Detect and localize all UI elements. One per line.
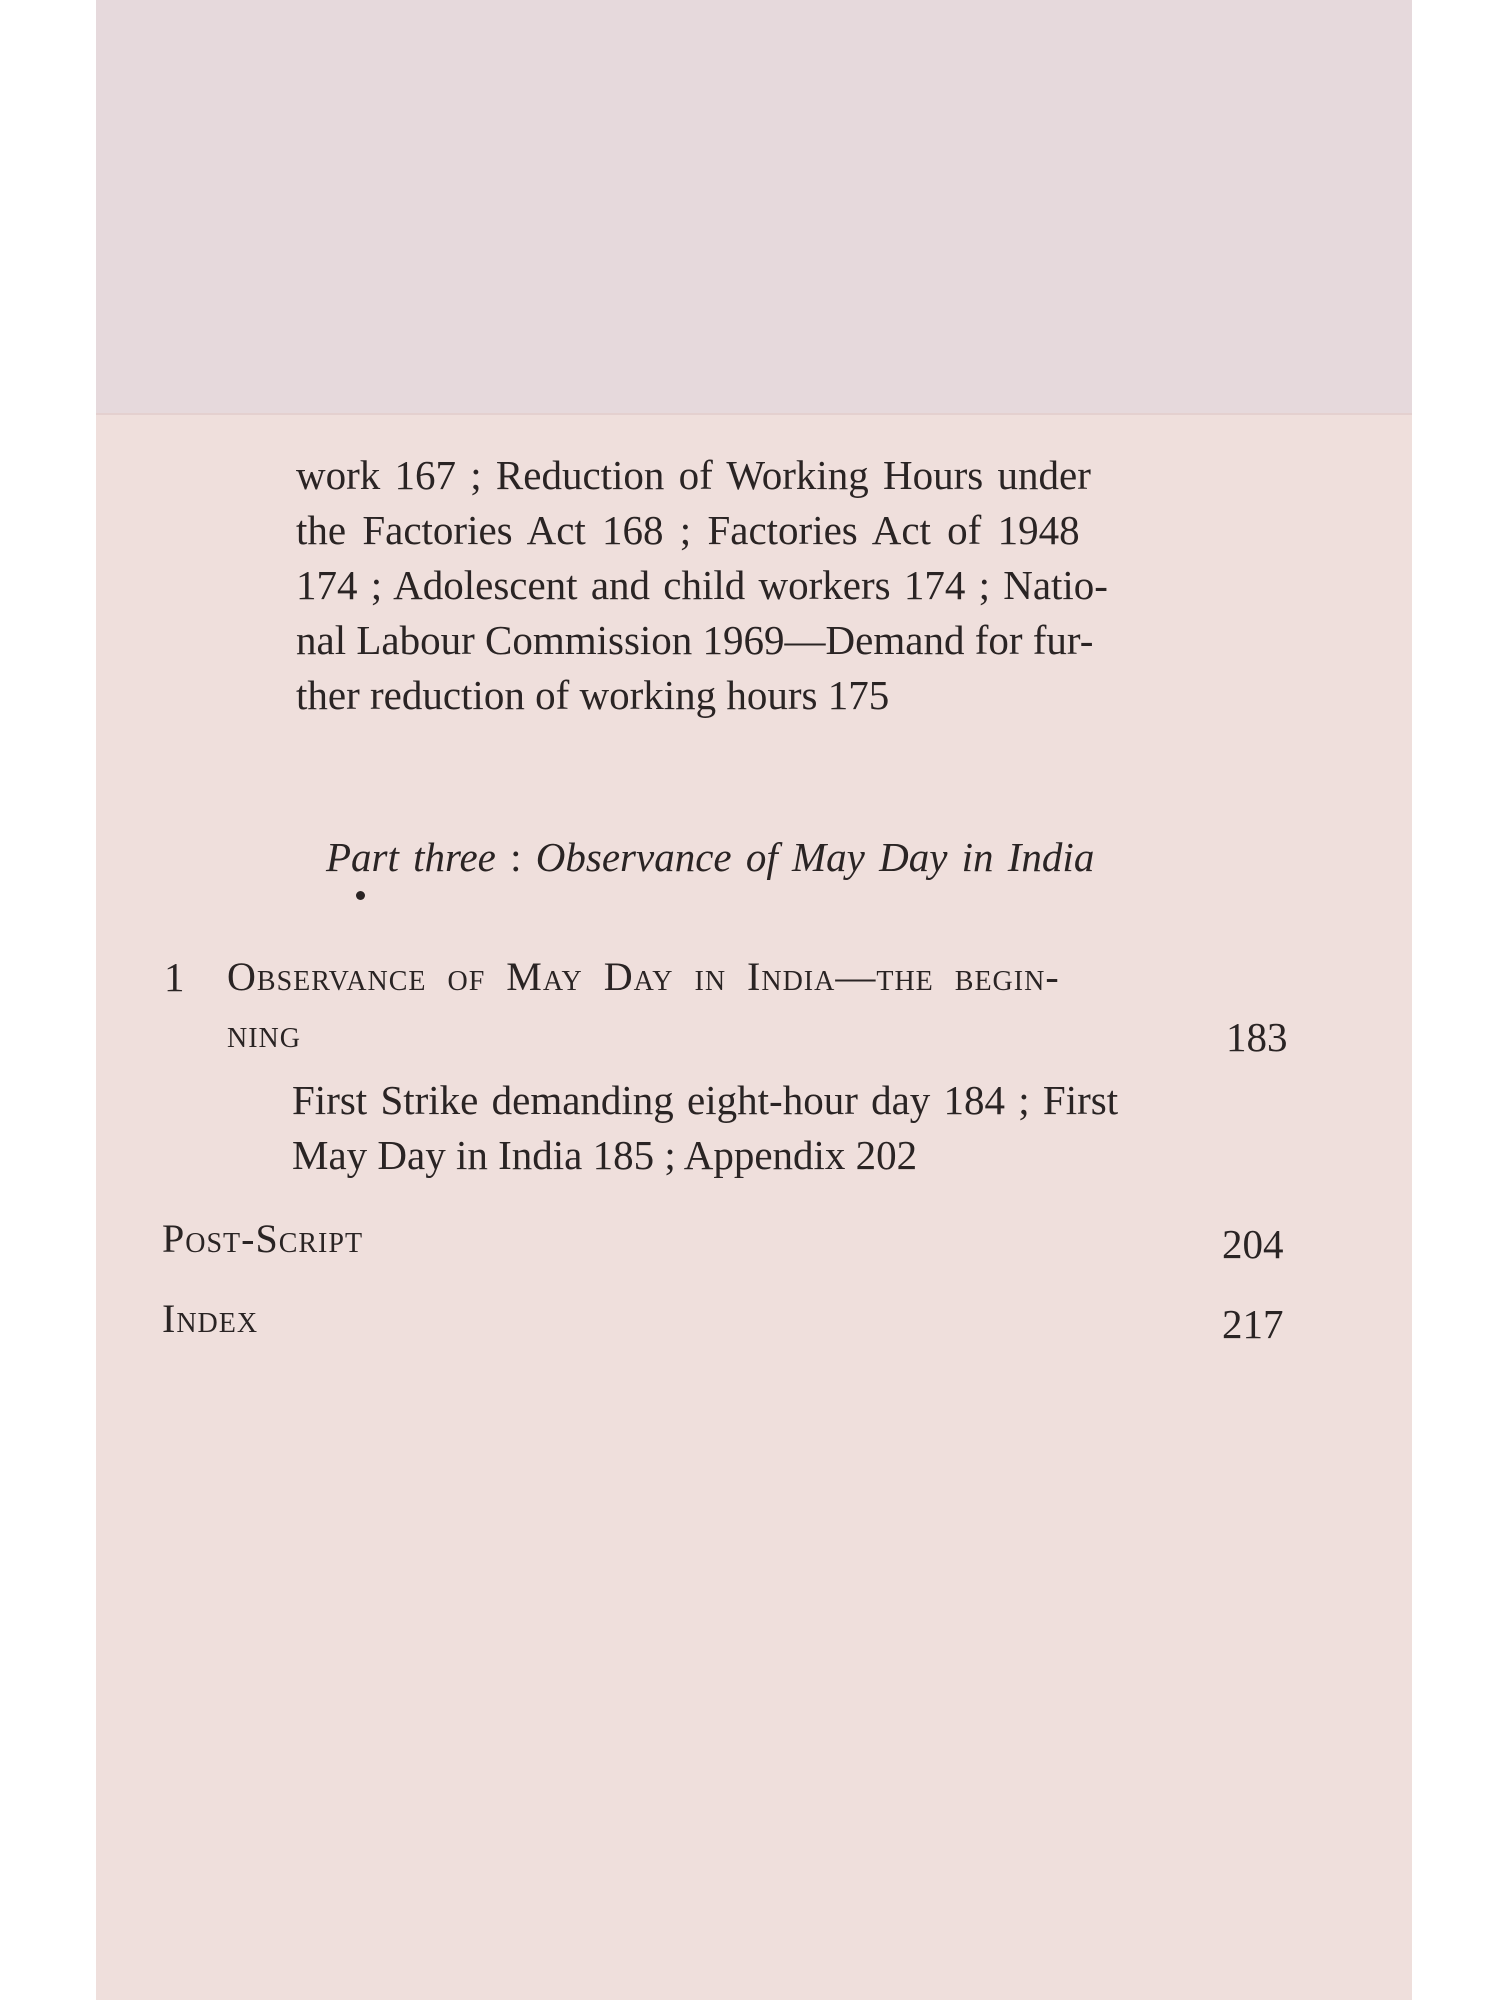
book-page [96, 0, 1412, 2000]
chapter-page-number[interactable]: 183 [1226, 1014, 1288, 1060]
part-heading [326, 834, 1095, 880]
toc-continuation-line-4: nal Labour Commission 1969—Demand for fur- [296, 617, 1094, 663]
previous-page-strip [96, 0, 1412, 414]
chapter-sub-line-2: May Day in India 185 ; Appendix 202 [292, 1132, 918, 1178]
toc-continuation-line-3: 174 ; Adolescent and child workers 174 ; Natio- [296, 562, 1108, 608]
ink-speck [356, 891, 365, 900]
part-heading-prefix: Part three [326, 834, 496, 880]
chapter-title-line-2[interactable]: ning [227, 1011, 301, 1056]
toc-continuation-line-5: ther reduction of working hours 175 [296, 672, 890, 718]
part-heading-title: Observance of May Day in India [535, 834, 1095, 880]
index-page-number[interactable]: 217 [1222, 1301, 1284, 1347]
toc-continuation-line-2: the Factories Act 168 ; Factories Act of 1948 [296, 507, 1080, 553]
chapter-number: 1 [164, 954, 185, 1000]
postscript-entry-label[interactable]: Post-Script [162, 1216, 364, 1261]
index-entry-label[interactable]: Index [162, 1296, 259, 1341]
postscript-page-number[interactable]: 204 [1222, 1221, 1284, 1267]
toc-continuation-line-1: work 167 ; Reduction of Working Hours under [296, 452, 1091, 498]
part-heading-separator: : [495, 834, 536, 880]
chapter-title-line-1: Observance of May Day in India—the begin- [227, 954, 1060, 999]
chapter-sub-line-1: First Strike demanding eight-hour day 184 ; First [292, 1077, 1119, 1123]
